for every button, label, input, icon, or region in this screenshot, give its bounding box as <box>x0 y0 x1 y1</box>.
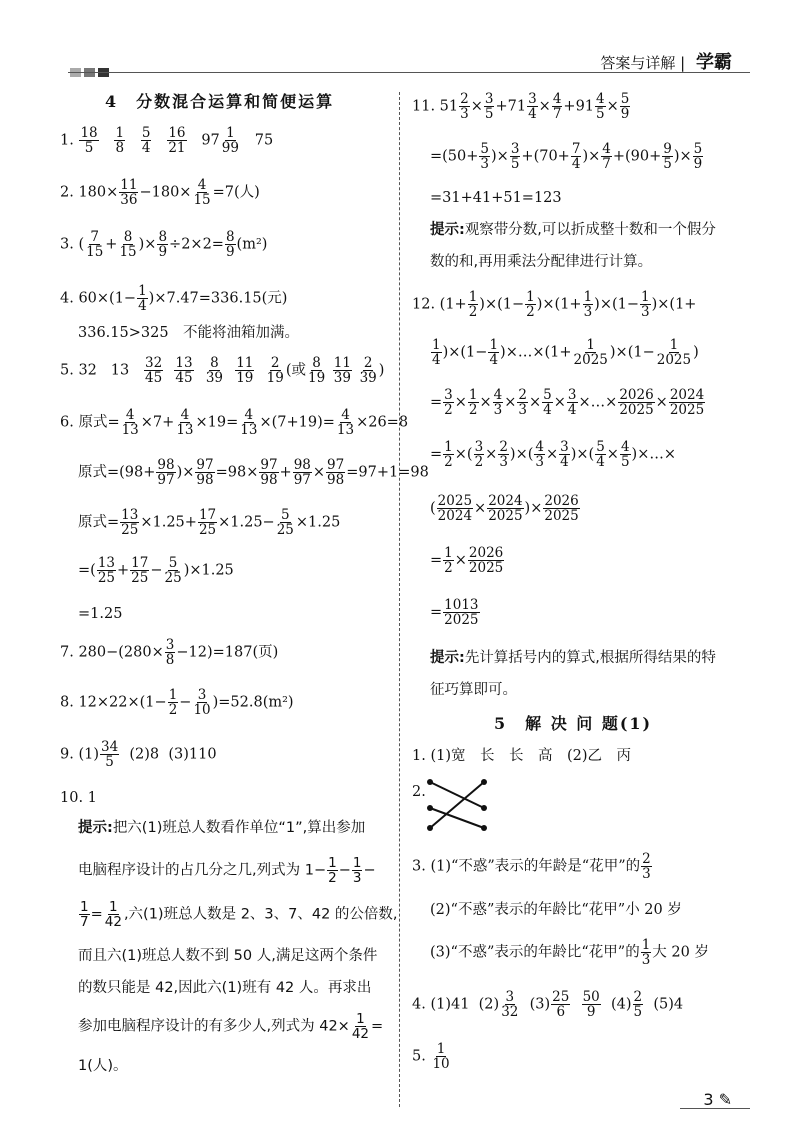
page-number: 3 ✎ <box>703 1090 732 1109</box>
hint-11-line-2: 数的和,再用乘法分配律进行计算。 <box>430 254 653 270</box>
answer-4-formula: 4. 60×(1− $\frac{1}{4}$ )×7.47=336.15(元) <box>60 283 288 315</box>
answer-12-g: = $\frac{1013}{2025}$ <box>430 597 479 629</box>
hint-10-line-3: $\frac{1}{7}$ = $\frac{1}{42}$ ,六(1)班总人数是 2、3、7、42 的公倍数, <box>80 899 398 931</box>
s5-answer-2: 2. <box>412 784 426 800</box>
hint-12-line-1: 提示:先计算括号内的算式,根据所得结果的特 <box>430 650 716 666</box>
answer-6-a: 6. 原式= $\frac{4}{13}$ ×7+ $\frac{4}{13}$ ×19= $\frac{4}{13}$ ×(7+19)= $\frac{4}{13}$ ×26=8 <box>60 407 409 439</box>
answer-8: 8. 12×22×(1− $\frac{1}{2}$ − $\frac{3}{10}$ )=52.8(m²) <box>60 687 294 719</box>
answer-11-c: =31+41+51=123 <box>430 190 562 206</box>
answer-11-a: 11. 51 $\frac{2}{3}$ × $\frac{3}{5}$ +71 $\frac{3}{4}$ × $\frac{4}{7}$ +91 $\frac{4}{5}$ × $\frac{5}{9}$ <box>412 91 630 123</box>
s5-answer-3-c: (3)“不惑”表示的年龄比“花甲”的 $\frac{1}{3}$ 大 20 岁 <box>430 937 709 969</box>
hint-10-line-4: 而且六(1)班总人数不到 50 人,满足这两个条件 <box>78 948 378 964</box>
s5-answer-5: 5. $\frac{1}{10}$ <box>412 1041 450 1073</box>
hint-10-line-2: 电脑程序设计的占几分之几,列式为 1− $\frac{1}{2}$ − $\frac{1}{3}$ − <box>78 855 376 887</box>
answer-4-conclusion: 336.15>325 不能将油箱加满。 <box>78 325 300 341</box>
answer-6-b: 原式=(98+ $\frac{98}{97}$ )× $\frac{97}{98}$ =98× $\frac{97}{98}$ + $\frac{98}{97}$ × $\frac{97}{98}$ =97+1=98 <box>78 457 429 489</box>
pencil-icon: ✎ <box>718 1090 732 1109</box>
answer-12-b: $\frac{1}{4}$ )×(1− $\frac{1}{4}$ )×…×(1+ $\frac{1}{2025}$ )×(1− $\frac{1}{2025}$ ) <box>432 337 699 369</box>
column-divider <box>399 92 400 1107</box>
answer-11-b: =(50+ $\frac{5}{3}$ )× $\frac{3}{5}$ +(70+ $\frac{7}{4}$ )× $\frac{4}{7}$ +(90+ $\frac{9}{5}$ )× $\frac{5}{9}$ <box>430 141 703 173</box>
answer-3: 3. ( $\frac{7}{15}$ + $\frac{8}{15}$ )× $\frac{8}{9}$ ÷2×2= $\frac{8}{9}$ (m²) <box>60 229 268 261</box>
s5-answer-1: 1. (1)宽 长 长 高 (2)乙 丙 <box>412 748 632 764</box>
hint-10-line-7: 1(人)。 <box>78 1058 128 1074</box>
answer-12-f: = $\frac{1}{2}$ × $\frac{2026}{2025}$ <box>430 545 504 577</box>
hint-10-line-5: 的数只能是 42,因此六(1)班有 42 人。再求出 <box>78 980 372 996</box>
section-4-title: 4 分数混合运算和简便运算 <box>105 92 335 111</box>
hint-10-line-1: 提示:把六(1)班总人数看作单位“1”,算出参加 <box>78 820 366 836</box>
answer-10: 10. 1 <box>60 790 97 806</box>
s5-answer-4: 4. (1)41 (2) $\frac{3}{32}$ (3) $\frac{25}{6}$ $\frac{50}{9}$ (4) $\frac{2}{5}$ (5)4 <box>412 989 684 1021</box>
hint-12-line-2: 征巧算即可。 <box>430 682 517 698</box>
right-column <box>412 0 752 1130</box>
header-title: 答案与详解 | 学霸 <box>600 52 732 73</box>
answer-6-d: =( $\frac{13}{25}$ + $\frac{17}{25}$ − $\frac{5}{25}$ )×1.25 <box>78 555 234 587</box>
section-5-title: 5 解 决 问 题(1) <box>494 714 653 733</box>
matching-lines-diagram <box>426 776 488 834</box>
answer-1: 1. $\frac{18}{5}$ $\frac{1}{8}$ $\frac{5}{4}$ $\frac{16}{21}$ 97 $\frac{1}{99}$ 75 <box>60 125 274 157</box>
answer-9: 9. (1) $\frac{34}{5}$ (2)8 (3)110 <box>60 739 217 771</box>
answer-6-e: =1.25 <box>78 606 123 622</box>
hint-11-line-1: 提示:观察带分数,可以折成整十数和一个假分 <box>430 222 716 238</box>
answer-2: 2. 180× $\frac{11}{36}$ −180× $\frac{4}{15}$ =7(人) <box>60 177 260 209</box>
answer-7: 7. 280−(280× $\frac{3}{8}$ −12)=187(页) <box>60 637 279 669</box>
hint-10-line-6: 参加电脑程序设计的有多少人,列式为 42× $\frac{1}{42}$ = <box>78 1011 384 1043</box>
answer-5: 5. 32 13 $\frac{32}{45}$ $\frac{13}{45}$ $\frac{8}{39}$ $\frac{11}{19}$ $\frac{2}{19}$ (或 $\frac{8}{19}$ $\frac{11}{39}$ $\frac{2}{39}$ ) <box>60 355 385 387</box>
s5-answer-3-b: (2)“不惑”表示的年龄比“花甲”小 20 岁 <box>430 902 682 918</box>
answer-12-c: = $\frac{3}{2}$ × $\frac{1}{2}$ × $\frac{4}{3}$ × $\frac{2}{3}$ × $\frac{5}{4}$ × $\frac{3}{4}$ ×…× $\frac{2026}{2025}$ × $\frac{2024}{2025}$ <box>430 387 705 419</box>
s5-answer-3-a: 3. (1)“不惑”表示的年龄是“花甲”的 $\frac{2}{3}$ <box>412 851 651 883</box>
left-column <box>60 0 429 1130</box>
answer-12-e: ( $\frac{2025}{2024}$ × $\frac{2024}{2025}$ )× $\frac{2026}{2025}$ <box>430 493 579 525</box>
answer-12-a: 12. (1+ $\frac{1}{2}$ )×(1− $\frac{1}{2}$ )×(1+ $\frac{1}{3}$ )×(1− $\frac{1}{3}$ )×(1+ <box>412 289 697 321</box>
answer-12-d: = $\frac{1}{2}$ ×( $\frac{3}{2}$ × $\frac{2}{3}$ )×( $\frac{4}{3}$ × $\frac{3}{4}$ )×( $\frac{5}{4}$ × $\frac{4}{5}$ )×…× <box>430 439 676 471</box>
answer-6-c: 原式= $\frac{13}{25}$ ×1.25+ $\frac{17}{25}$ ×1.25− $\frac{5}{25}$ ×1.25 <box>78 507 341 539</box>
